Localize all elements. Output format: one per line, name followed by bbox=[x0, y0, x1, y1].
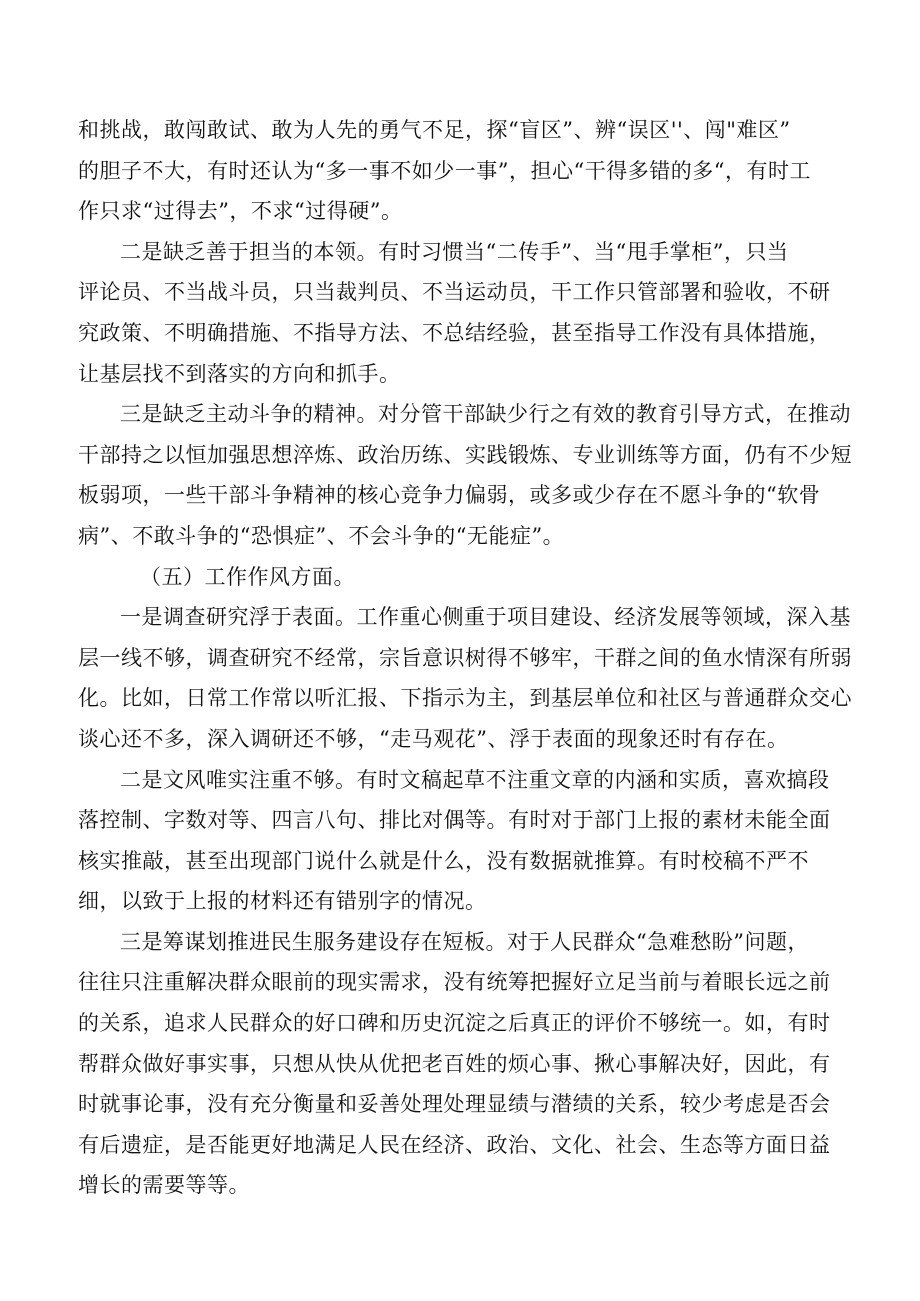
text-line: 细，以致于上报的材料还有错别字的情况。 bbox=[78, 889, 487, 914]
text-line: 往往只注重解决群众眼前的现实需求，没有统筹把握好立足当前与着眼长远之前 bbox=[78, 970, 831, 995]
paragraph-start-line: 三是筹谋划推进民生服务建设存在短板。对于人民群众“急难愁盼”问题， bbox=[120, 929, 809, 954]
text-line: 让基层找不到落实的方向和抓手。 bbox=[78, 361, 401, 386]
text-line: 帮群众做好事实事，只想从快从优把老百姓的烦心事、揪心事解决好，因此，有 bbox=[78, 1051, 831, 1076]
text-line: 评论员、不当战斗员，只当裁判员、不当运动员，干工作只管部署和验收，不研 bbox=[78, 280, 831, 305]
text-line: 核实推敲，甚至出现部门说什么就是什么，没有数据就推算。有时校稿不严不 bbox=[78, 848, 809, 873]
text-line: 干部持之以恒加强思想淬炼、政治历练、实践锻炼、专业训练等方面，仍有不少短 bbox=[78, 442, 852, 467]
text-line: 有后遗症，是否能更好地满足人民在经济、政治、文化、社会、生态等方面日益 bbox=[78, 1132, 831, 1157]
text-line: 时就事论事，没有充分衡量和妥善处理处理显绩与潜绩的关系，较少考虑是否会 bbox=[78, 1092, 831, 1117]
paragraph-start-line: 二是缺乏善于担当的本领。有时习惯当“二传手”、当“甩手掌柜”，只当 bbox=[120, 239, 789, 264]
text-line: 落控制、字数对等、四言八句、排比对偶等。有时对于部门上报的素材未能全面 bbox=[78, 808, 831, 833]
section-heading: （五）工作作风方面。 bbox=[140, 564, 355, 589]
paragraph-start-line: 一是调查研究浮于表面。工作重心侧重于项目建设、经济发展等领域，深入基 bbox=[120, 605, 851, 630]
text-line: 层一线不够，调查研究不经常，宗旨意识树得不够牢，干群之间的鱼水情深有所弱 bbox=[78, 645, 852, 670]
text-line: 和挑战，敢闯敢试、敢为人先的勇气不足，探“盲区”、辨“误区''、闯"难区” bbox=[78, 118, 791, 142]
text-line: 的胆子不大，有时还认为“多一事不如少一事”，担心“干得多错的多“，有时工 bbox=[78, 158, 811, 183]
text-line: 作只求“过得去”，不求“过得硬”。 bbox=[78, 199, 403, 224]
text-line: 病”、不敢斗争的“恐惧症”、不会斗争的“无能症”。 bbox=[78, 523, 565, 548]
text-line: 谈心还不多，深入调研还不够，“走马观花”、浮于表面的现象还时有存在。 bbox=[78, 726, 789, 751]
paragraph-start-line: 二是文风唯实注重不够。有时文稿起草不注重文章的内涵和实质，喜欢搞段 bbox=[120, 767, 830, 792]
text-line: 究政策、不明确措施、不指导方法、不总结经验，甚至指导工作没有具体措施， bbox=[78, 320, 831, 345]
text-line: 化。比如，日常工作常以听汇报、下指示为主，到基层单位和社区与普通群众交心 bbox=[78, 686, 852, 711]
text-line: 的关系，追求人民群众的好口碑和历史沉淀之后真正的评价不够统一。如，有时 bbox=[78, 1011, 831, 1036]
paragraph-start-line: 三是缺乏主动斗争的精神。对分管干部缺少行之有效的教育引导方式，在推动 bbox=[120, 402, 851, 427]
text-line: 板弱项，一些干部斗争精神的核心竞争力偏弱，或多或少存在不愿斗争的“软骨 bbox=[78, 483, 821, 508]
text-line: 增长的需要等等。 bbox=[78, 1173, 250, 1198]
